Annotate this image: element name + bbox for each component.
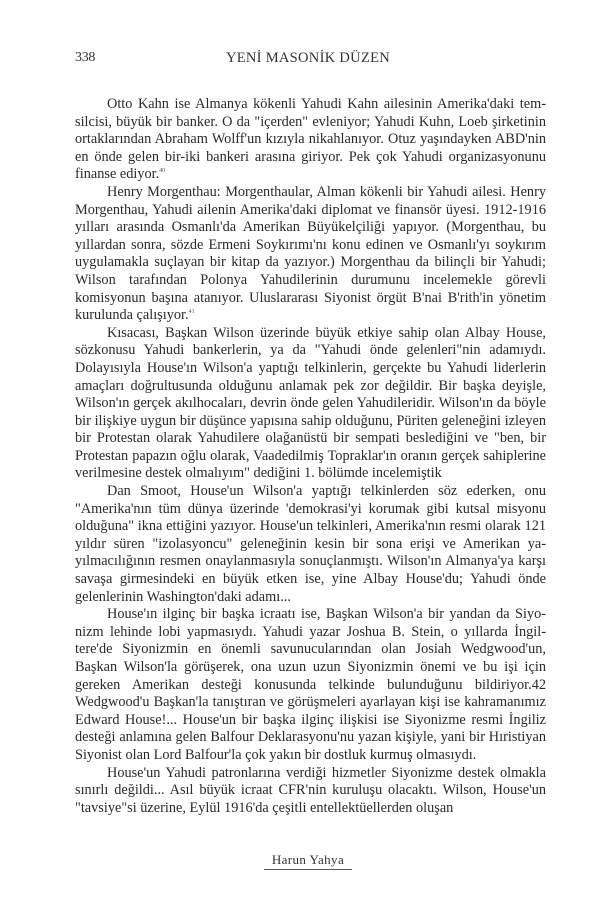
paragraph-text: Henry Morgenthau: Morgenthaular, Alman kökenli bir Yahudi ailesi. Henry Morgenthau, Yahudi ailenin Amerika'daki diplomat ve finansör üyesi. 1912-1916 yılları arasında Osmanlı'da Amerikan Büyükelçiliği yapıyor. (Morgenthau, bu yıllardan sonra, sözde Ermeni Soykırımı'nı konu edinen ve Osmanlı'yı soykırım uygulamakla suçlayan bir kitap da yazıyor.) Morgenthau da bilinçli bir Yahudi; Wilson tarafından Polonya Yahudilerinin durumunu incelemekle görevli komisyonun başına atanıyor. Uluslararası Siyonist örgüt B'nai B'rith'in yönetim kurulunda çalışıyor. (75, 183, 546, 324)
footnote-marker: 41 (188, 309, 195, 316)
paragraph (75, 765, 546, 818)
footer (0, 851, 616, 870)
paragraph (75, 184, 546, 325)
paragraph-text: Otto Kahn ise Almanya kökenli Yahudi Kahn ailesinin Amerika'daki temsilcisi, büyük bir banker. O da "içerden" evleniyor; Yahudi Kuhn, Loeb şirketinin ortaklarından Abraham Wolff'un kızıyla nikahlanıyor. Otuz yaşındayken ABD'nin en önde gelen bir-iki bankeri arasına giriyor. Pek çok Yahudi organizasyonunu finanse ediyor. (75, 96, 546, 183)
paragraph (75, 606, 546, 764)
paragraph (75, 483, 546, 606)
page-number: 338 (75, 50, 96, 65)
paragraph-text: House'ın ilginç bir başka icraatı ise, Başkan Wilson'a bir yandan da Siyonizm lehinde lobi yapmasıydı. Yahudi yazar Joshua B. Stein, o yıllarda İngiltere'de Siyonizmin en önemli savunucularından olan Josiah Wedgwood'un, Başkan Wilson'la görüşerek, ona uzun uzun Siyonizmin önemi ve bu işi için gereken Amerikan desteği konusunda telkinde bulunduğunu bildiriyor.42 Wedgwood'u Başkan'la tanıştıran ve görüşmeleri ayarlayan kişi ise kahramanımız Edward House!... House'un bir başka ilginç ilişkisi ise Siyonizme resmi İngiliz desteği anlamına gelen Balfour Deklarasyonu'nu yazan kişiyle, yani bir Hıristiyan Siyonist olan Lord Balfour'la çok yakın bir dostluk kurmuş olmasıydı. (75, 606, 546, 763)
running-title: YENİ MASONİK DÜZEN (225, 50, 391, 66)
paragraph-text: Dan Smoot, House'un Wilson'a yaptığı telkinlerden söz ederken, onu "Amerika'nın tüm dünya üzerinde 'demokrasi'yi korumak gibi kutsal misyonu olduğuna" ikna ettiğini yazıyor. House'un telkinleri, Amerika'nın resmi olarak 121 yıldır süren "izolasyoncu" geleneğinin kesin bir sona erişi ve Amerikan yayılmacılığının resmen onaylanmasıyla sonuçlanmıştı. Wilson'ın Almanya'ya karşı savaşa girmesindeki en büyük etken ise, yine Albay House'du; Yahudi önde gelenlerinin Washington'daki adamı... (75, 483, 546, 605)
paragraph-text: Kısacası, Başkan Wilson üzerinde büyük etkiye sahip olan Albay House, sözkonusu Yahudi bankerlerin, ya da "Yahudi önde gelenleri"nin adamıydı. Dolayısıyla House'ın Wilson'a yaptığı telkinlerin, gerçekte bu Yahudi liderlerin amaçları doğrultusunda olduğunu anlamak pek zor değildir. Bir başka deyişle, Wilson'ın gerçek akılhocaları, devrin önde gelen Yahudileridir. Wilson'ın da böyle bir ilişkiye uygun bir düşünce yapısına sahip olduğunu, Püriten geleneğini izleyen bir Protestan olarak Yahudilere olağanüstü bir sempati beslediğini ve "ben, bir Protestan papazın oğlu olarak, Vaadedilmiş Topraklar'ın oranın gerçek sahiplerine verilmesine destek olmalıyım" dediğini 1. bölümde incelemiştik (75, 324, 546, 482)
paragraph (75, 96, 546, 184)
paragraph (75, 325, 546, 483)
footer-author: Harun Yahya (264, 852, 352, 870)
body-text (75, 96, 546, 817)
paragraph-text: House'un Yahudi patronlarına verdiği hizmetler Siyonizme destek olmakla sınırlı değildi... Asıl büyük icraat CFR'nin kuruluşu olacaktı. Wilson, House'un "tavsiye"si üzerine, Eylül 1916'da çeşitli entellektüellerden oluşan (75, 764, 546, 816)
footnote-marker: 40 (159, 168, 166, 175)
